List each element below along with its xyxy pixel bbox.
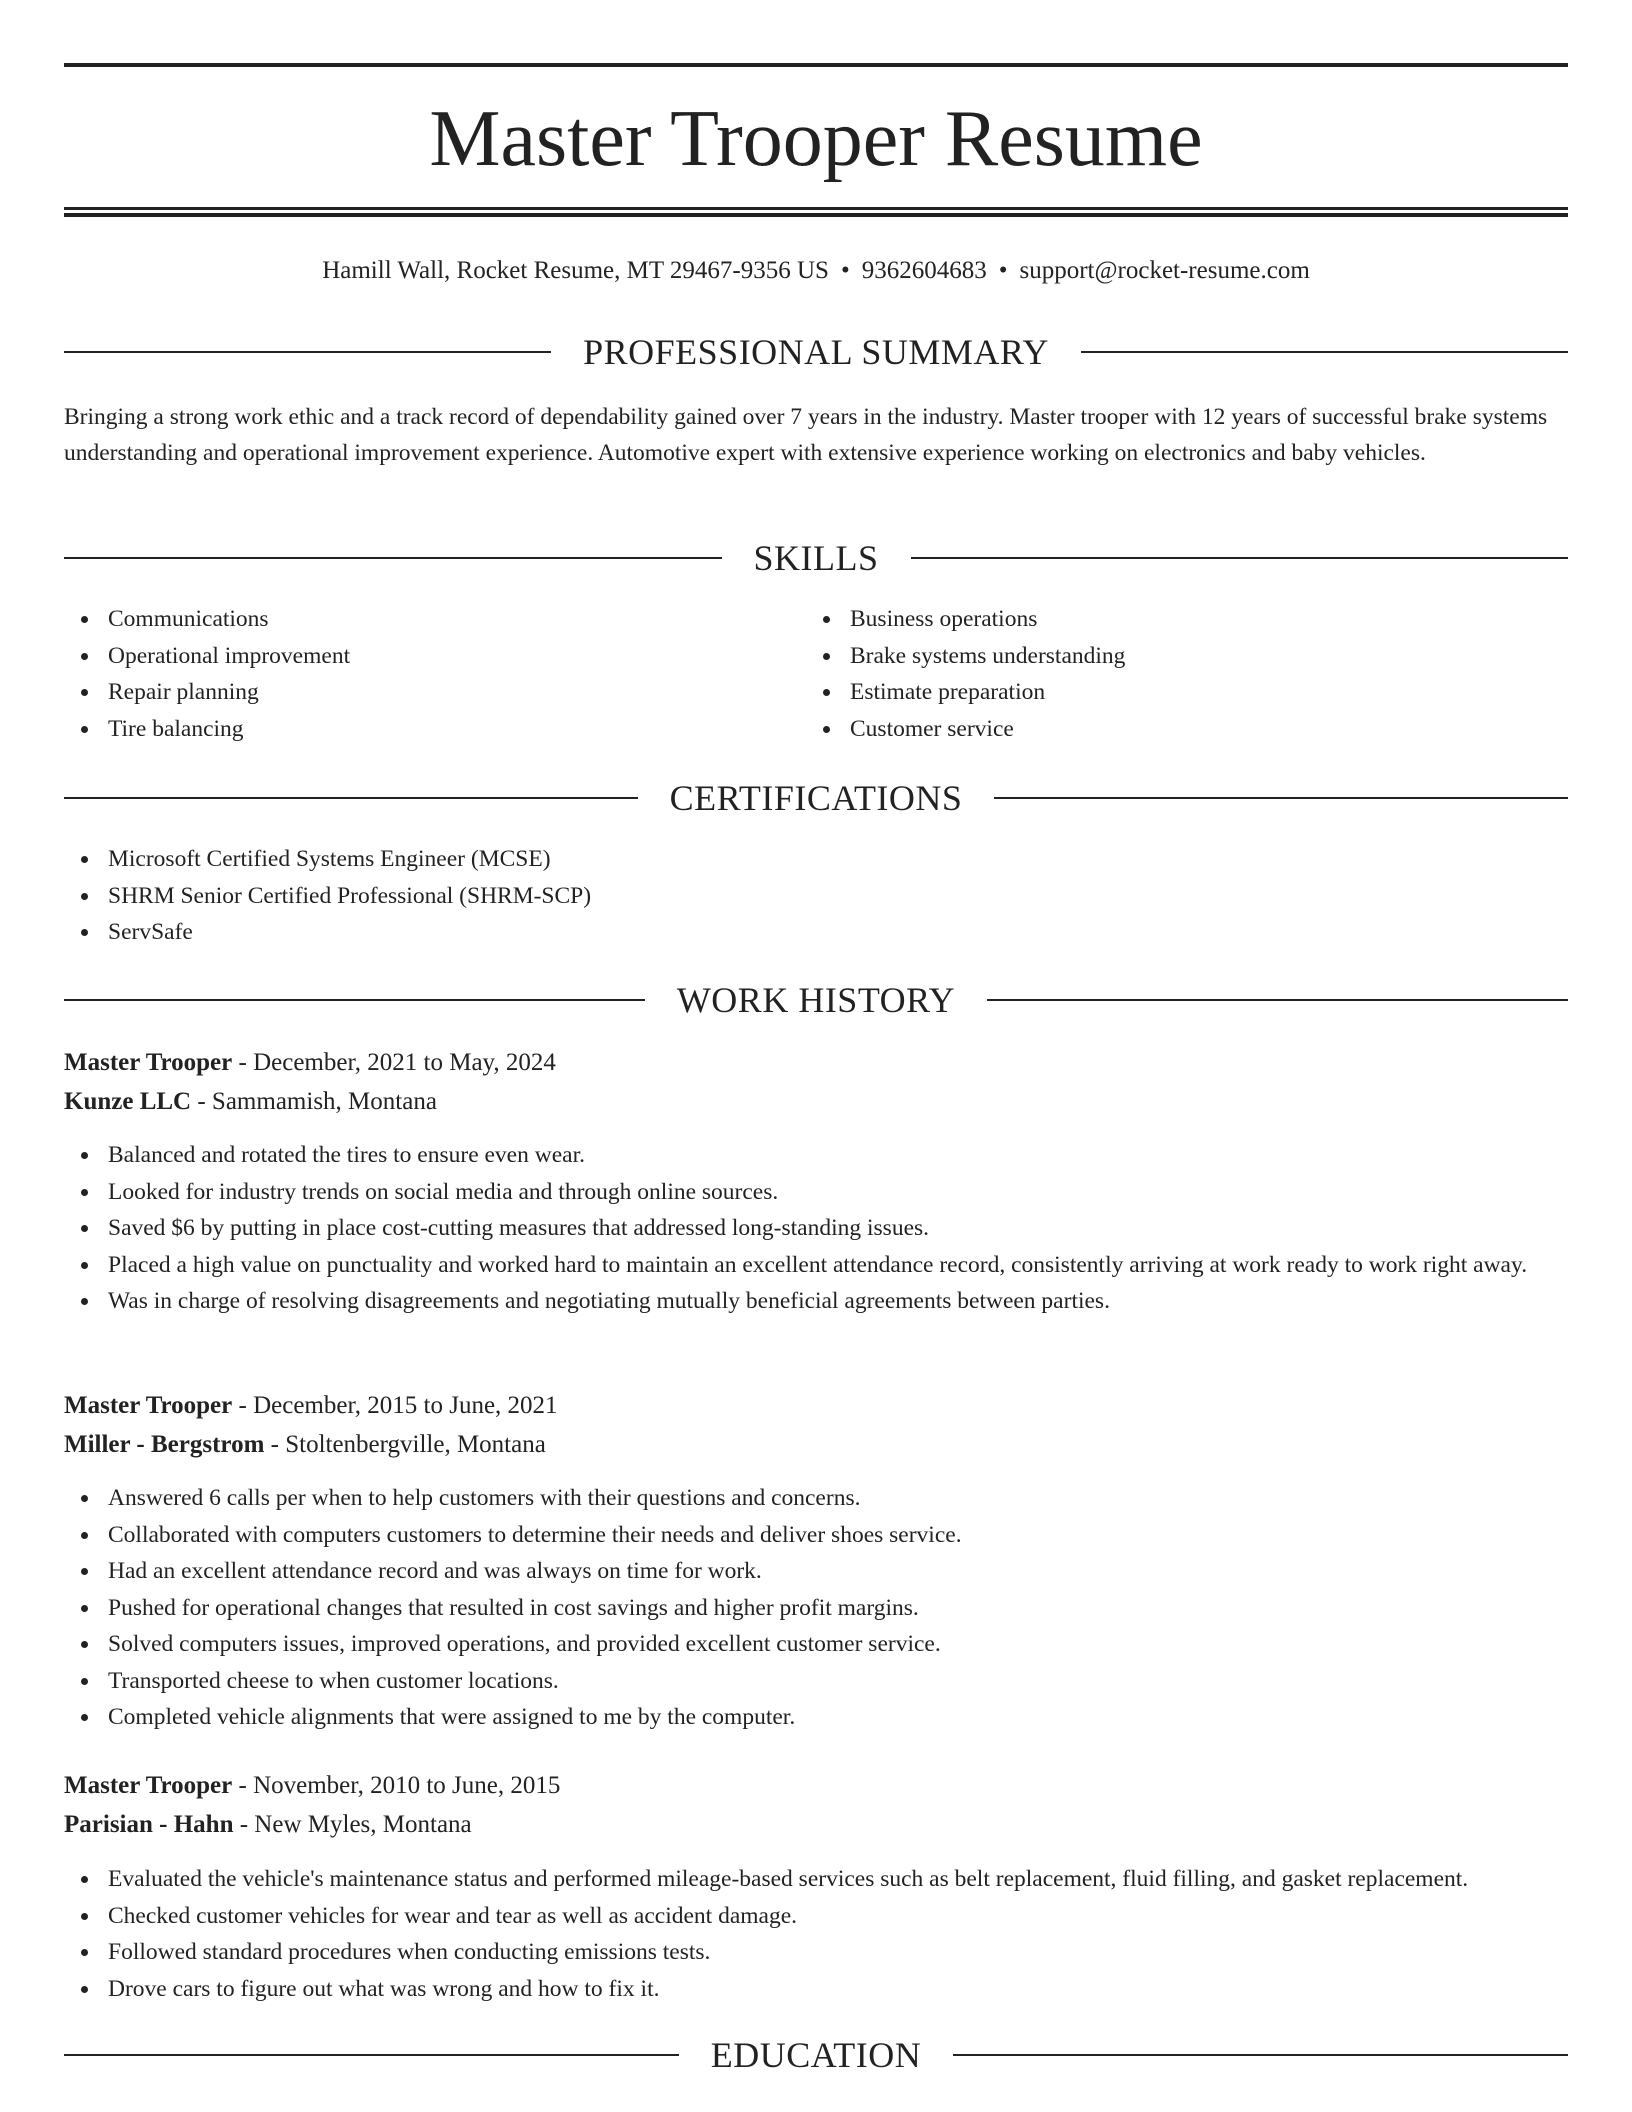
job-company: Miller - Bergstrom	[64, 1431, 265, 1458]
heading-rule-right	[994, 797, 1568, 799]
skills-heading	[64, 536, 1568, 580]
skill-item: Tire balancing	[108, 711, 808, 748]
job-bullet: Saved $6 by putting in place cost-cutting measures that addressed long-standing issues.	[108, 1210, 1568, 1247]
heading-rule-left	[64, 999, 645, 1001]
job-dates: - December, 2021 to May, 2024	[232, 1049, 556, 1076]
work-history-heading	[64, 978, 1568, 1022]
certification-item: SHRM Senior Certified Professional (SHRM-SCP)	[108, 878, 1568, 915]
education-heading-text: EDUCATION	[710, 2035, 922, 2075]
job-role: Master Trooper	[64, 1772, 233, 1799]
job-location: - New Myles, Montana	[233, 1811, 472, 1838]
skills-list-left	[64, 601, 808, 747]
job-company: Parisian - Hahn	[64, 1811, 234, 1838]
job-company-line	[64, 1083, 1568, 1121]
heading-rule-left	[64, 557, 722, 559]
job-company-line	[64, 1426, 1568, 1464]
contact-separator: •	[840, 257, 850, 284]
job-dates: - November, 2010 to June, 2015	[232, 1772, 561, 1799]
job-bullets	[64, 1861, 1612, 2007]
job-bullet: Transported cheese to when customer locations.	[108, 1663, 1568, 1700]
skill-item: Estimate preparation	[850, 674, 1550, 711]
job-bullet: Looked for industry trends on social media and through online sources.	[108, 1174, 1568, 1211]
skill-item: Operational improvement	[108, 638, 808, 675]
job-bullet: Had an excellent attendance record and was always on time for work.	[108, 1553, 1568, 1590]
skills-heading-text: SKILLS	[753, 538, 879, 578]
job-location: - Stoltenbergville, Montana	[264, 1431, 546, 1458]
certification-item: Microsoft Certified Systems Engineer (MCSE)	[108, 841, 1568, 878]
job-bullet: Answered 6 calls per when to help customers with their questions and concerns.	[108, 1480, 1568, 1517]
certifications-list	[64, 841, 1568, 951]
heading-rule-left	[64, 351, 551, 353]
job-company: Kunze LLC	[64, 1088, 192, 1115]
heading-rule-right	[987, 999, 1568, 1001]
heading-rule-left	[64, 797, 638, 799]
job-bullet: Followed standard procedures when conducting emissions tests.	[108, 1934, 1612, 1971]
contact-phone: 9362604683	[861, 257, 987, 284]
work-history-heading-text: WORK HISTORY	[676, 980, 956, 1020]
certifications-heading	[64, 776, 1568, 820]
contact-line	[64, 253, 1568, 289]
contact-email: support@rocket-resume.com	[1019, 257, 1310, 284]
job-bullet: Evaluated the vehicle's maintenance status and performed mileage-based services such as belt replacement, fluid filling, and gasket replacement.	[108, 1861, 1612, 1898]
job-location: - Sammamish, Montana	[191, 1088, 437, 1115]
summary-heading	[64, 330, 1568, 374]
job-role: Master Trooper	[64, 1392, 233, 1419]
job-bullet: Placed a high value on punctuality and worked hard to maintain an excellent attendance record, consistently arriving at work ready to work right away.	[108, 1247, 1568, 1284]
job-dates: - December, 2015 to June, 2021	[232, 1392, 558, 1419]
job-company-line	[64, 1806, 1568, 1844]
title-double-rule	[64, 207, 1568, 217]
job-bullet: Solved computers issues, improved operations, and provided excellent customer service.	[108, 1626, 1568, 1663]
contact-address: Hamill Wall, Rocket Resume, MT 29467-9356 US	[322, 257, 829, 284]
summary-text: Bringing a strong work ethic and a track record of dependability gained over 7 years in the industry. Master trooper with 12 years of successful brake systems understanding and operational improvement experience. Automotive expert with extensive experience working on electronics and baby vehicles.	[64, 404, 1548, 466]
skill-item: Repair planning	[108, 674, 808, 711]
certification-item: ServSafe	[108, 914, 1568, 951]
job-bullet: Balanced and rotated the tires to ensure even wear.	[108, 1137, 1568, 1174]
resume-title: Master Trooper Resume	[429, 95, 1203, 183]
job-bullet: Pushed for operational changes that resulted in cost savings and higher profit margins.	[108, 1590, 1568, 1627]
heading-rule-right	[953, 2054, 1568, 2056]
job-title-line	[64, 1387, 1568, 1425]
summary-heading-text: PROFESSIONAL SUMMARY	[583, 332, 1049, 372]
heading-rule-left	[64, 2054, 679, 2056]
job-bullet: Drove cars to figure out what was wrong and how to fix it.	[108, 1971, 1612, 2008]
job-bullet: Was in charge of resolving disagreements and negotiating mutually beneficial agreements between parties.	[108, 1283, 1568, 1320]
contact-separator: •	[998, 257, 1008, 284]
education-heading	[64, 2033, 1568, 2077]
job-bullet: Completed vehicle alignments that were assigned to me by the computer.	[108, 1699, 1568, 1736]
heading-rule-right	[1081, 351, 1568, 353]
skill-item: Communications	[108, 601, 808, 638]
job-bullet: Checked customer vehicles for wear and tear as well as accident damage.	[108, 1898, 1612, 1935]
skills-list-right	[806, 601, 1550, 747]
job-title-line	[64, 1767, 1568, 1805]
certifications-heading-text: CERTIFICATIONS	[669, 778, 963, 818]
job-bullets	[64, 1137, 1568, 1320]
job-bullet: Collaborated with computers customers to determine their needs and deliver shoes service.	[108, 1517, 1568, 1554]
skill-item: Customer service	[850, 711, 1550, 748]
skill-item: Business operations	[850, 601, 1550, 638]
skill-item: Brake systems understanding	[850, 638, 1550, 675]
job-bullets	[64, 1480, 1568, 1736]
heading-rule-right	[911, 557, 1569, 559]
job-title-line	[64, 1044, 1568, 1082]
job-role: Master Trooper	[64, 1049, 233, 1076]
top-rule	[64, 63, 1568, 67]
